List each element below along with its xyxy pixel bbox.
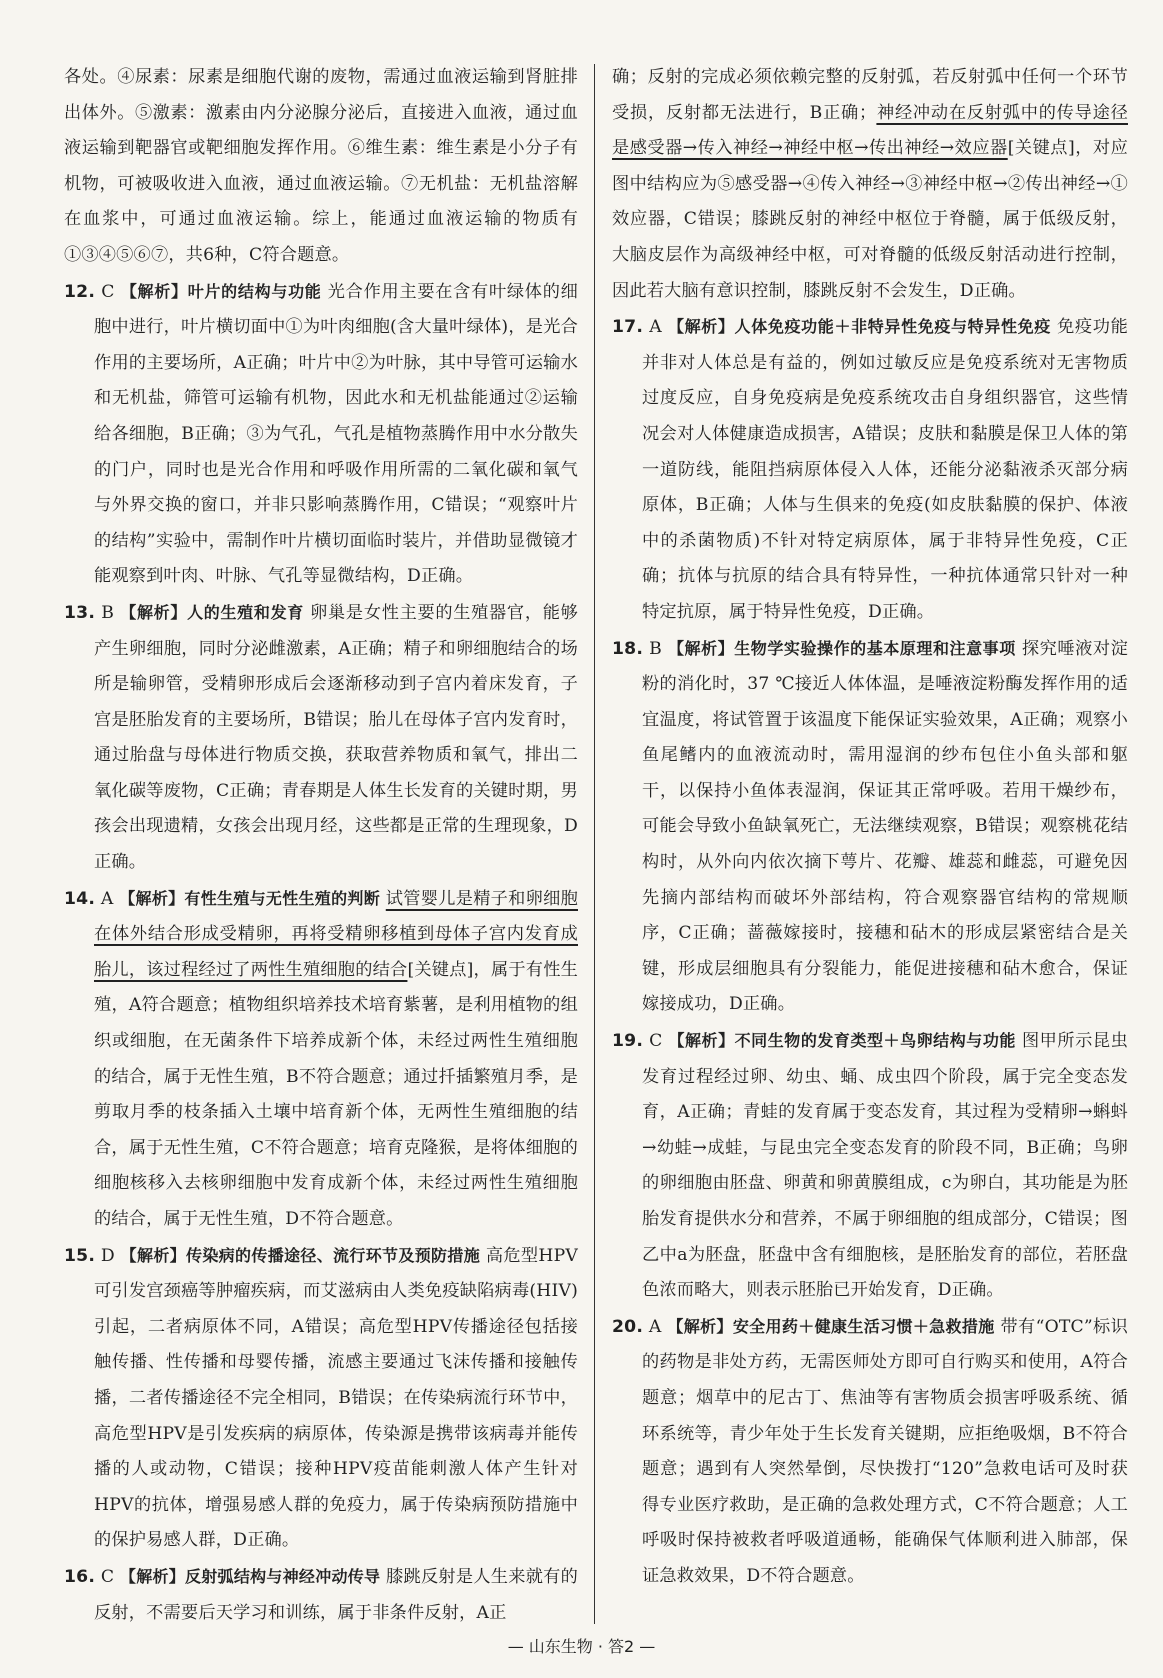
topic-label: 安全用药＋健康生活习惯＋急救措施: [732, 1316, 995, 1336]
answer-item-16: 16. C 【解析】反射弧结构与神经冲动传导 膝跳反射是人生来就有的反射，不需要后天学习和训练，属于非条件反射，A正: [64, 1566, 579, 1623]
key-point-tag: [关键点]: [407, 959, 474, 980]
answer-item-14: 14. A 【解析】有性生殖与无性生殖的判断 试管婴儿是精子和卵细胞在体外结合形成受精卵，再将受精卵移植到母体子宫内发育成胎儿，该过程经过了两性生殖细胞的结合[关键点]，属于有性生殖，A符合题意；植物组织培养技术培育紫薯，是利用植物的组织或细胞，在无菌条件下培养成新个体，未经过两性生殖细胞的结合，属于无性生殖，B不符合题意；通过扦插繁殖月季，是剪取月季的枝条插入土壤中培育新个体，无两性生殖细胞的结合，属于无性生殖，C不符合题意；培育克隆猴，是将体细胞的细胞核移入去核卵细胞中发育成新个体，未经过两性生殖细胞的结合，属于无性生殖，D不符合题意。: [64, 888, 578, 1229]
answer-item-19: 19. C 【解析】不同生物的发育类型＋鸟卵结构与功能 图甲所示昆虫发育过程经过卵、幼虫、蛹、成虫四个阶段，属于完全变态发育，A正确；青蛙的发育属于变态发育，其过程为受精卵→蝌蚪→幼蛙→成蛙，与昆虫完全变态发育的阶段不同，B正确；鸟卵的卵细胞由胚盘、卵黄和卵黄膜组成，c为卵白，其功能是为胚胎发育提供水分和营养，不属于卵细胞的组成部分，C错误；图乙中a为胚盘，胚盘中含有细胞核，是胚胎发育的部位，若胚盘色浓而略大，则表示胚胎已开始发育，D正确。: [612, 1031, 1128, 1301]
topic-label: 传染病的传播途径、流行环节及预防措施: [186, 1245, 481, 1265]
topic-label: 反射弧结构与神经冲动传导: [185, 1566, 381, 1586]
topic-label: 叶片的结构与功能: [187, 281, 322, 301]
continued-paragraph: 各处。④尿素：尿素是细胞代谢的废物，需通过血液运输到肾脏排出体外。⑤激素：激素由内分泌腺分泌后，直接进入血液，通过血液运输到靶器官或靶细胞发挥作用。⑥维生素：维生素是小分子有机物，可被吸收进入血液，通过血液运输。⑦无机盐：无机盐溶解在血浆中，可通过血液运输。综上，能通过血液运输的物质有①③④⑤⑥⑦，共6种，C符合题意。: [64, 67, 578, 265]
underlined-key-text: 神经冲动在反射弧中的传导途径是感受器→传入神经→神经中枢→传出神经→效应器: [612, 102, 1128, 159]
topic-label: 不同生物的发育类型＋鸟卵结构与功能: [734, 1031, 1016, 1051]
continued-paragraph: 确；反射的完成必须依赖完整的反射弧，若反射弧中任何一个环节受损，反射都无法进行，B正确；神经冲动在反射弧中的传导途径是感受器→传入神经→神经中枢→传出神经→效应器[关键点]，对应图中结构应为⑤感受器→④传入神经→③神经中枢→②传出神经→①效应器，C错误；膝跳反射的神经中枢位于脊髓，属于低级反射，大脑皮层作为高级神经中枢，可对脊髓的低级反射活动进行控制，因此若大脑有意识控制，膝跳反射不会发生，D正确。: [612, 67, 1128, 301]
answer-item-15: 15. D 【解析】传染病的传播途径、流行环节及预防措施 高危型HPV可引发宫颈癌等肿瘤疾病，而艾滋病由人类免疫缺陷病毒(HIV)引起，二者病原体不同，A错误；高危型HPV传播途径包括接触传播、性传播和母婴传播，流感主要通过飞沫传播和接触传播，二者传播途径不完全相同，B错误；在传染病流行环节中，高危型HPV是引发疾病的病原体，传染源是携带该病毒并能传播的人或动物，C错误；接种HPV疫苗能刺激人体产生针对HPV的抗体，增强易感人群的免疫力，属于传染病预防措施中的保护易感人群，D正确。: [64, 1245, 578, 1551]
answer-item-17: 17. A 【解析】人体免疫功能＋非特异性免疫与特异性免疫 免疫功能并非对人体总是有益的，例如过敏反应是免疫系统对无害物质过度反应，自身免疫病是免疫系统攻击自身组织器官，这些情况会对人体健康造成损害，A错误；皮肤和黏膜是保卫人体的第一道防线，能阻挡病原体侵入人体，还能分泌黏液杀灭部分病原体，B正确；人体与生俱来的免疫(如皮肤黏膜的保护、体液中的杀菌物质)不针对特定病原体，属于非特异性免疫，C正确；抗体与抗原的结合具有特异性，一种抗体通常只针对一种特定抗原，属于特异性免疫，D正确。: [612, 317, 1128, 622]
answer-item-12: 12. C 【解析】叶片的结构与功能 光合作用主要在含有叶绿体的细胞中进行，叶片横切面中①为叶肉细胞(含大量叶绿体)，是光合作用的主要场所，A正确；叶片中②为叶脉，其中导管可运输水和无机盐，筛管可运输有机物，因此水和无机盐能通过②运输给各细胞，B正确；③为气孔，气孔是植物蒸腾作用中水分散失的门户，同时也是光合作用和呼吸作用所需的二氧化碳和氧气与外界交换的窗口，并非只影响蒸腾作用，C错误；“观察叶片的结构”实验中，需制作叶片横切面临时装片，并借助显微镜才能观察到叶肉、叶脉、气孔等显微结构，D正确。: [64, 281, 579, 587]
topic-label: 人的生殖和发育: [187, 602, 304, 622]
topic-label: 生物学实验操作的基本原理和注意事项: [734, 638, 1016, 658]
answer-item-18: 18. B 【解析】生物学实验操作的基本原理和注意事项 探究唾液对淀粉的消化时，37 ℃接近人体体温，是唾液淀粉酶发挥作用的适宜温度，将试管置于该温度下能保证实验效果，A正确；观察小鱼尾鳍内的血液流动时，需用湿润的纱布包住小鱼头部和躯干，以保持小鱼体表湿润，保证其正常呼吸。若用干燥纱布，可能会导致小鱼缺氧死亡，无法继续观察，B错误；观察桃花结构时，从外向内依次摘下萼片、花瓣、雄蕊和雌蕊，可避免因先摘内部结构而破坏外部结构，符合观察器官结构的常规顺序，C正确；蔷薇嫁接时，接穗和砧木的形成层紧密结合是关键，形成层细胞具有分裂能力，能促进接穗和砧木愈合，保证嫁接成功，D正确。: [612, 638, 1128, 1015]
right-column: [612, 60, 1128, 1595]
left-column: [64, 60, 578, 1631]
answer-item-20: 20. A 【解析】安全用药＋健康生活习惯＋急救措施 带有“OTC”标识的药物是非处方药，无需医师处方即可自行购买和使用，A符合题意；烟草中的尼古丁、焦油等有害物质会损害呼吸系统、循环系统等，青少年处于生长发育关键期，应拒绝吸烟，B不符合题意；遇到有人突然晕倒，尽快拨打“120”急救电话可及时获得专业医疗救助，是正确的急救处理方式，C不符合题意；人工呼吸时保持被救者呼吸道通畅，能确保气体顺利进入肺部，保证急救效果，D不符合题意。: [612, 1316, 1128, 1586]
page-footer: — 山东生物 · 答2 —: [507, 1637, 656, 1656]
answer-item-13: 13. B 【解析】人的生殖和发育 卵巢是女性主要的生殖器官，能够产生卵细胞，同时分泌雌激素，A正确；精子和卵细胞结合的场所是输卵管，受精卵形成后会逐渐移动到子宫内着床发育，子宫是胚胎发育的主要场所，B错误；胎儿在母体子宫内发育时，通过胎盘与母体进行物质交换，获取营养物质和氧气，排出二氧化碳等废物，C正确；青春期是人体生长发育的关键时期，男孩会出现遗精，女孩会出现月经，这些都是正常的生理现象，D正确。: [64, 602, 578, 873]
underlined-key-text: 试管婴儿是精子和卵细胞在体外结合形成受精卵，再将受精卵移植到母体子宫内发育成胎儿，该过程经过了两性生殖细胞的结合: [94, 888, 578, 980]
key-point-tag: [关键点]: [1007, 138, 1075, 159]
topic-label: 人体免疫功能＋非特异性免疫与特异性免疫: [734, 317, 1051, 337]
column-divider: [594, 64, 595, 1624]
topic-label: 有性生殖与无性生殖的判断: [184, 888, 380, 908]
